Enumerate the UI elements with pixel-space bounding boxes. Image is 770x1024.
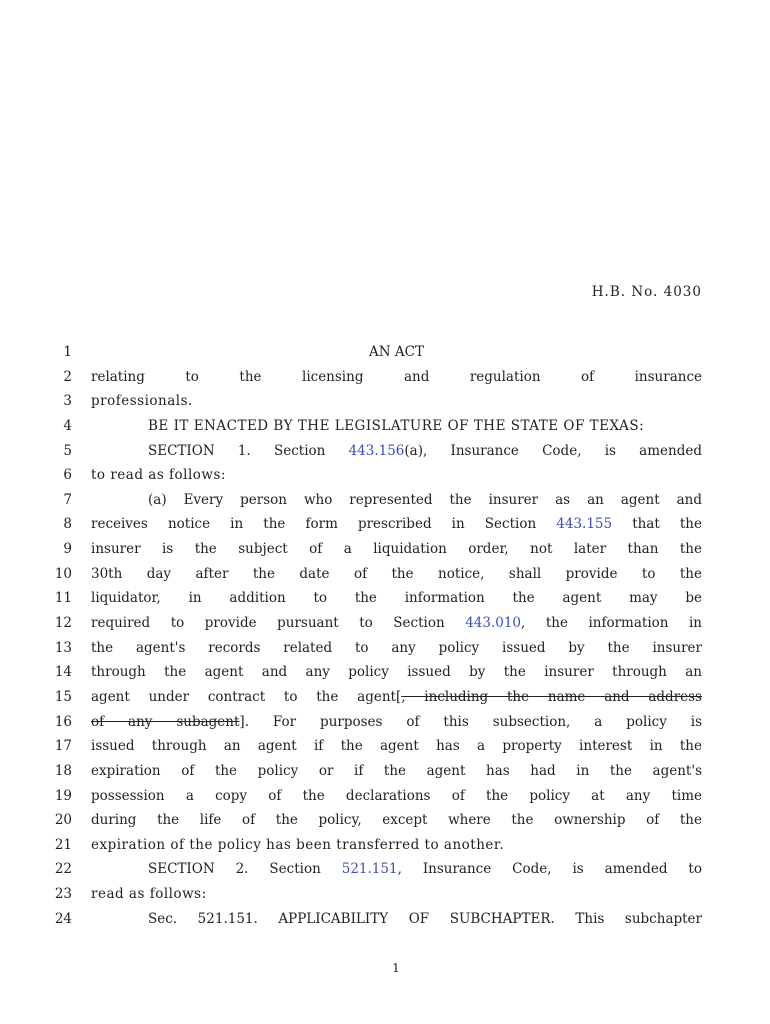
line-number: 14 <box>54 664 72 681</box>
line-text <box>91 837 702 853</box>
line-number: 20 <box>54 812 72 829</box>
line-number: 19 <box>54 787 72 804</box>
bill-line <box>0 492 770 517</box>
text-run: read as follows: <box>91 886 207 903</box>
line-number: 16 <box>54 713 72 730</box>
text-run: expiration of the policy or if the agent has had in the agent's <box>91 762 702 779</box>
text-run: receives notice in the form prescribed in Section <box>91 516 557 533</box>
bill-line <box>0 861 770 886</box>
line-number: 10 <box>54 565 72 582</box>
bill-line <box>0 788 770 813</box>
text-run: Sec. 521.151. APPLICABILITY OF SUBCHAPTER. This subchapter <box>148 910 702 927</box>
text-run: that the <box>612 516 702 533</box>
line-number: 15 <box>54 688 72 705</box>
text-run: the agent's records related to any policy issued by the insurer <box>91 639 702 656</box>
line-number: 6 <box>63 467 72 484</box>
line-number: 12 <box>54 615 72 632</box>
line-number: 22 <box>54 861 72 878</box>
statute-link[interactable]: 443.156 <box>348 442 405 459</box>
line-text <box>91 640 702 656</box>
bill-line <box>0 812 770 837</box>
text-run: AN ACT <box>369 344 424 360</box>
line-text <box>91 393 702 409</box>
text-run: required to provide pursuant to Section <box>91 615 466 632</box>
text-run: relating to the licensing and regulation of insurance <box>91 368 702 385</box>
bill-line <box>0 467 770 492</box>
text-run: liquidator, in addition to the information the agent may be <box>91 590 702 607</box>
statute-link[interactable]: 443.010 <box>465 615 522 632</box>
text-run: SECTION 2. Section <box>148 861 342 878</box>
line-number: 7 <box>63 491 72 508</box>
bill-line <box>0 664 770 689</box>
line-number: 11 <box>54 590 72 607</box>
text-run: expiration of the policy has been transferred to another. <box>91 836 505 853</box>
text-run: (a), Insurance Code, is amended <box>404 442 702 459</box>
bill-line <box>0 738 770 763</box>
line-text <box>91 492 702 508</box>
line-text <box>91 615 702 631</box>
bill-line <box>0 763 770 788</box>
bill-line <box>0 714 770 739</box>
line-text <box>91 886 702 902</box>
bill-line <box>0 590 770 615</box>
line-number: 9 <box>63 541 72 558</box>
line-text <box>91 812 702 828</box>
text-run: ]. For purposes of this subsection, a policy is <box>239 713 702 730</box>
text-run: , Insurance Code, is amended to <box>397 861 702 878</box>
text-run: , the information in <box>521 615 703 632</box>
text-run: issued through an agent if the agent has a property interest in the <box>91 738 702 755</box>
line-text <box>91 689 702 705</box>
line-text <box>91 467 702 483</box>
bill-text <box>0 344 770 935</box>
text-run: (a) Every person who represented the insurer as an agent and <box>148 491 702 508</box>
statute-link[interactable]: 521.151 <box>341 861 398 878</box>
line-number: 5 <box>63 442 72 459</box>
bill-number: H.B. No. 4030 <box>591 284 702 300</box>
bill-line <box>0 640 770 665</box>
page-number: 1 <box>392 961 400 975</box>
text-run: agent under contract to the agent[ <box>91 688 402 705</box>
struck-text: , including the name and address <box>401 688 702 705</box>
line-text <box>91 369 702 385</box>
line-text <box>91 516 702 532</box>
text-run: possession a copy of the declarations of the policy at any time <box>91 787 702 804</box>
bill-line <box>0 393 770 418</box>
text-run: to read as follows: <box>91 467 226 484</box>
bill-line <box>0 886 770 911</box>
bill-line <box>0 566 770 591</box>
bill-line <box>0 443 770 468</box>
line-text <box>91 590 702 606</box>
bill-line <box>0 369 770 394</box>
text-run: 30th day after the date of the notice, shall provide to the <box>91 565 702 582</box>
line-text <box>91 738 702 754</box>
text-run: BE IT ENACTED BY THE LEGISLATURE OF THE STATE OF TEXAS: <box>148 417 645 434</box>
line-number: 24 <box>54 910 72 927</box>
line-text <box>91 763 702 779</box>
text-run: during the life of the policy, except where the ownership of the <box>91 812 702 829</box>
line-number: 18 <box>54 762 72 779</box>
bill-line <box>0 516 770 541</box>
bill-line <box>0 837 770 862</box>
bill-line <box>0 615 770 640</box>
bill-line <box>0 541 770 566</box>
line-number: 4 <box>63 417 72 434</box>
line-number: 1 <box>63 344 72 360</box>
line-number: 17 <box>54 738 72 755</box>
line-text <box>91 566 702 582</box>
line-text <box>91 418 702 434</box>
line-number: 3 <box>63 393 72 410</box>
text-run: through the agent and any policy issued by the insurer through an <box>91 664 702 681</box>
line-text <box>91 861 702 877</box>
bill-line <box>0 418 770 443</box>
line-number: 8 <box>63 516 72 533</box>
bill-line <box>0 689 770 714</box>
line-text <box>91 911 702 927</box>
statute-link[interactable]: 443.155 <box>556 516 613 533</box>
text-run: insurer is the subject of a liquidation order, not later than the <box>91 541 702 558</box>
line-number: 21 <box>54 836 72 853</box>
text-run: SECTION 1. Section <box>148 442 349 459</box>
line-text <box>91 443 702 459</box>
line-text <box>91 344 702 360</box>
line-text <box>91 788 702 804</box>
text-run: professionals. <box>91 393 193 410</box>
line-text <box>91 664 702 680</box>
struck-text: of any subagent <box>91 713 240 730</box>
line-number: 13 <box>54 639 72 656</box>
bill-line <box>0 911 770 936</box>
bill-line <box>0 344 770 369</box>
line-number: 2 <box>63 368 72 385</box>
line-text <box>91 541 702 557</box>
line-text <box>91 714 702 730</box>
line-number: 23 <box>54 886 72 903</box>
